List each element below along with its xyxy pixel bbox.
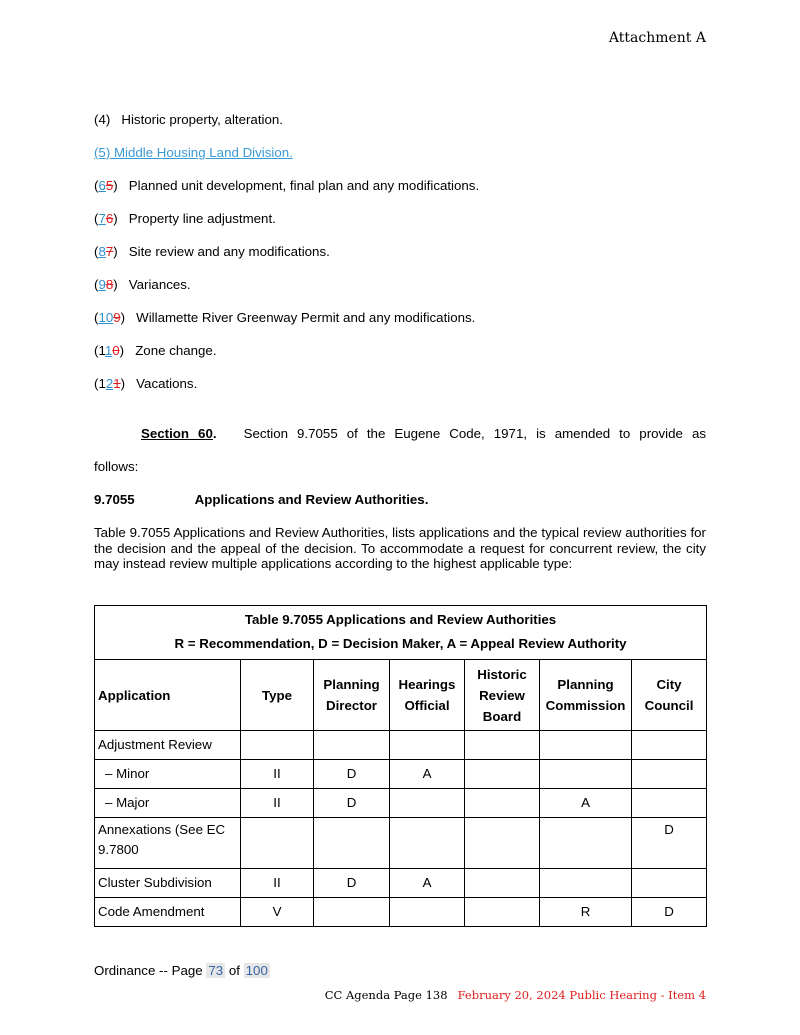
deleted-number: 1 (113, 376, 121, 391)
table-cell: R (540, 898, 632, 927)
inserted-number: 7 (98, 211, 106, 226)
page-number: 73 (208, 963, 224, 978)
inserted-number: 9 (98, 277, 106, 292)
table-cell: D (314, 760, 390, 789)
deleted-number: 7 (105, 244, 114, 259)
column-header: Historic Review Board (465, 660, 540, 731)
section-label: Section 60 (141, 426, 213, 441)
table-row (95, 898, 707, 927)
table-cell (540, 869, 632, 898)
table-cell (632, 731, 707, 760)
table-cell: V (241, 898, 314, 927)
inserted-number: 6 (98, 178, 106, 193)
table-cell: – Major (95, 789, 241, 818)
table-title: Table 9.7055 Applications and Review Authorities (95, 606, 707, 633)
table-cell (314, 731, 390, 760)
table-cell (314, 818, 390, 869)
column-header: Planning Director (314, 660, 390, 731)
table-cell: Annexations (See EC 9.7800 (95, 818, 241, 869)
table-row (95, 789, 707, 818)
deleted-number: 5 (105, 178, 114, 193)
list-item: (87) Site review and any modifications. (94, 244, 330, 259)
table-cell: D (632, 898, 707, 927)
table-cell: A (390, 760, 465, 789)
inserted-number: 10 (98, 310, 114, 325)
inserted-number: 8 (98, 244, 106, 259)
table-cell (465, 760, 540, 789)
table-cell (632, 789, 707, 818)
table-cell: D (314, 869, 390, 898)
table-cell (390, 898, 465, 927)
table-row (95, 869, 707, 898)
agenda-page: CC Agenda Page 138 (324, 988, 448, 1002)
table-legend: R = Recommendation, D = Decision Maker, A = Appeal Review Authority (95, 632, 707, 660)
table-cell (241, 731, 314, 760)
code-heading: 9.7055 Applications and Review Authorities. (94, 492, 429, 507)
list-item: (76) Property line adjustment. (94, 211, 276, 226)
deleted-number: 9 (113, 310, 121, 325)
list-item: (110) Zone change. (94, 343, 217, 358)
table-row (95, 731, 707, 760)
table-cell: II (241, 760, 314, 789)
table-cell: II (241, 869, 314, 898)
table-cell: II (241, 789, 314, 818)
table-cell: Code Amendment (95, 898, 241, 927)
column-header: Application (95, 660, 241, 731)
table-cell (465, 818, 540, 869)
table-cell (390, 818, 465, 869)
table-cell: Cluster Subdivision (95, 869, 241, 898)
table-row (95, 760, 707, 789)
table-cell: Adjustment Review (95, 731, 241, 760)
table-cell (540, 760, 632, 789)
column-header: Hearings Official (390, 660, 465, 731)
table-cell (632, 869, 707, 898)
table-cell (390, 731, 465, 760)
agenda-footer (325, 988, 706, 1002)
table-cell (540, 818, 632, 869)
list-item: (98) Variances. (94, 277, 191, 292)
inserted-number: 1 (104, 343, 113, 358)
list-item: (121) Vacations. (94, 376, 198, 391)
table-cell (465, 789, 540, 818)
meeting-date: February 20, 2024 Public Hearing - Item 4 (457, 988, 706, 1002)
table-cell: D (314, 789, 390, 818)
section-paragraph: Section 60. Section 9.7055 of the Eugene Code, 1971, is amended to provide as (141, 426, 706, 441)
intro-paragraph: Table 9.7055 Applications and Review Authorities, lists applications and the typical review authorities for the decision and the appeal of the decision. To accommodate a request for concurrent review, the city may instead review multiple applications according to the highest applicable type: (94, 525, 706, 571)
table-cell (390, 789, 465, 818)
list-item-inserted: (5) Middle Housing Land Division. (94, 145, 293, 160)
table-cell (540, 731, 632, 760)
section-continuation: follows: (94, 459, 139, 474)
attachment-label: Attachment A (608, 30, 706, 46)
table-cell (314, 898, 390, 927)
list-item: (4) Historic property, alteration. (94, 112, 283, 127)
table-cell (465, 869, 540, 898)
deleted-number: 0 (112, 343, 120, 358)
table-cell (632, 760, 707, 789)
page-footer: Ordinance -- Page 73 of 100 (94, 963, 268, 978)
table-cell: A (540, 789, 632, 818)
page-total: 100 (245, 963, 268, 978)
table-cell: – Minor (95, 760, 241, 789)
table-header-row (95, 660, 707, 731)
table-cell (465, 731, 540, 760)
table-cell (465, 898, 540, 927)
column-header: City Council (632, 660, 707, 731)
list-item: (65) Planned unit development, final plan and any modifications. (94, 178, 480, 193)
table-cell (241, 818, 314, 869)
list-item: (109) Willamette River Greenway Permit and any modifications. (94, 310, 476, 325)
inserted-number: 2 (105, 376, 114, 391)
table-cell: D (632, 818, 707, 869)
column-header: Type (241, 660, 314, 731)
column-header: Planning Commission (540, 660, 632, 731)
deleted-number: 8 (105, 277, 114, 292)
table-row (95, 818, 707, 869)
table-cell: A (390, 869, 465, 898)
deleted-number: 6 (105, 211, 114, 226)
authorities-table (94, 605, 707, 927)
